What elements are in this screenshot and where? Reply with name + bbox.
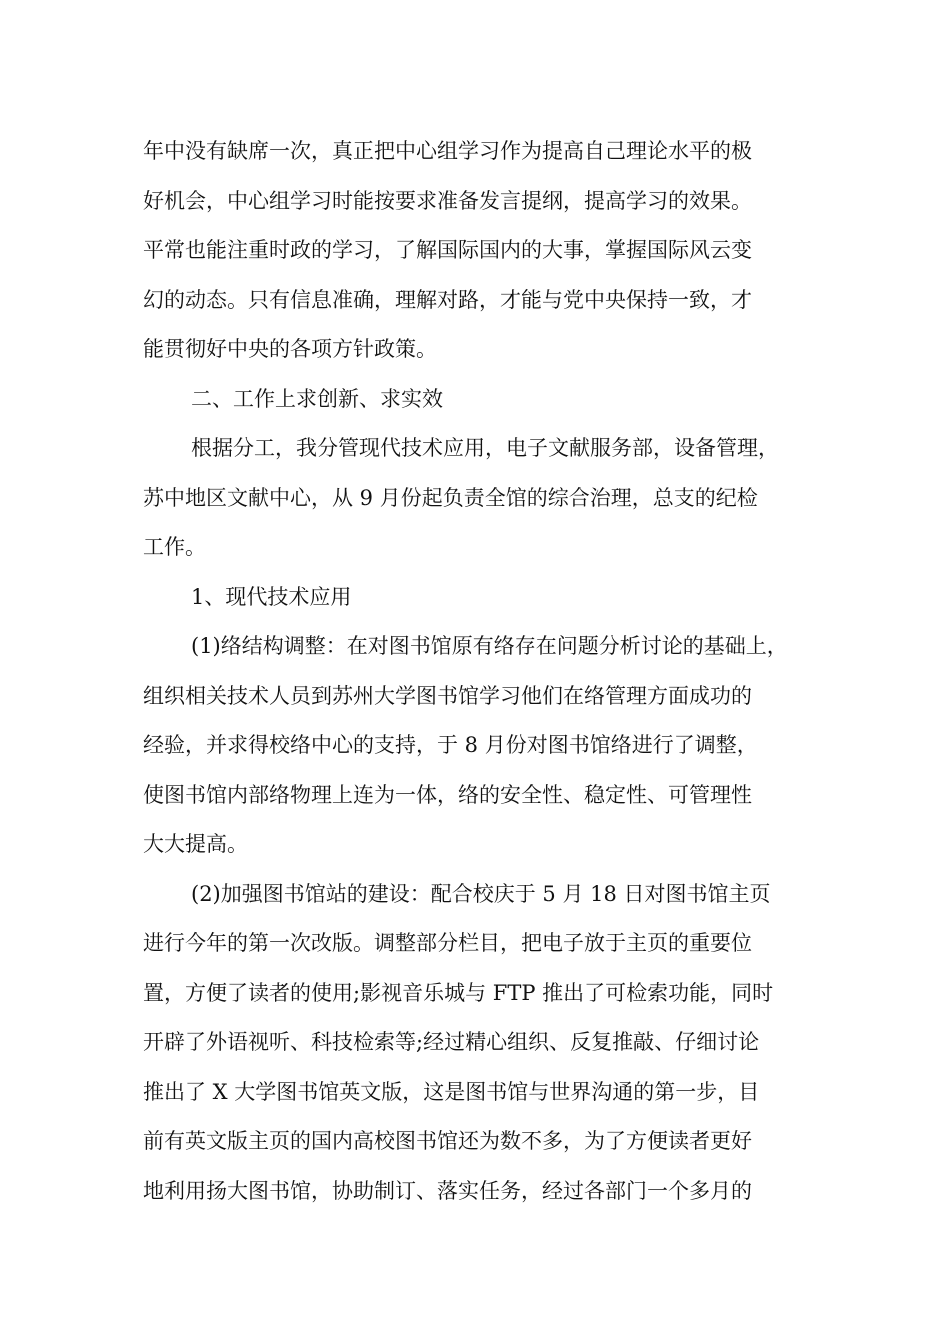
section-heading: 二、工作上求创新、求实效 — [191, 386, 443, 411]
text-line: 苏中地区文献中心，从 9 月份起负责全馆的综合治理，总支的纪检 — [143, 485, 758, 510]
text-line: 大大提高。 — [143, 832, 248, 856]
paragraph-start: (1)络结构调整：在对图书馆原有络存在问题分析讨论的基础上， — [191, 634, 788, 658]
text-line: 工作。 — [143, 535, 206, 559]
text-line: 平常也能注重时政的学习，了解国际国内的大事，掌握国际风云变 — [143, 238, 752, 262]
text-line: 置，方便了读者的使用;影视音乐城与 FTP 推出了可检索功能，同时 — [143, 980, 774, 1005]
text-line: 前有英文版主页的国内高校图书馆还为数不多，为了方便读者更好 — [143, 1129, 752, 1153]
text-line: 进行今年的第一次改版。调整部分栏目，把电子放于主页的重要位 — [143, 931, 752, 955]
text-line: 组织相关技术人员到苏州大学图书馆学习他们在络管理方面成功的 — [143, 683, 752, 708]
text-line: 开辟了外语视听、科技检索等;经过精心组织、反复推敲、仔细讨论 — [143, 1030, 760, 1054]
document-body — [143, 127, 823, 1216]
text-line: 能贯彻好中央的各项方针政策。 — [143, 337, 437, 361]
paragraph-start: 根据分工，我分管现代技术应用，电子文献服务部，设备管理， — [191, 436, 779, 460]
text-line: 好机会，中心组学习时能按要求准备发言提纲，提高学习的效果。 — [143, 188, 752, 213]
subsection-heading: 1、现代技术应用 — [191, 584, 352, 609]
text-line: 年中没有缺席一次，真正把中心组学习作为提高自己理论水平的极 — [143, 139, 752, 163]
text-line: 幻的动态。只有信息准确，理解对路，才能与党中央保持一致，才 — [143, 287, 752, 312]
paragraph-start: (2)加强图书馆站的建设：配合校庆于 5 月 18 日对图书馆主页 — [191, 881, 771, 906]
text-line: 推出了 X 大学图书馆英文版，这是图书馆与世界沟通的第一步，目 — [143, 1079, 760, 1104]
text-line: 经验，并求得校络中心的支持，于 8 月份对图书馆络进行了调整， — [143, 733, 758, 757]
text-line: 地利用扬大图书馆，协助制订、落实任务，经过各部门一个多月的 — [143, 1178, 752, 1203]
text-line: 使图书馆内部络物理上连为一体，络的安全性、稳定性、可管理性 — [143, 782, 752, 807]
